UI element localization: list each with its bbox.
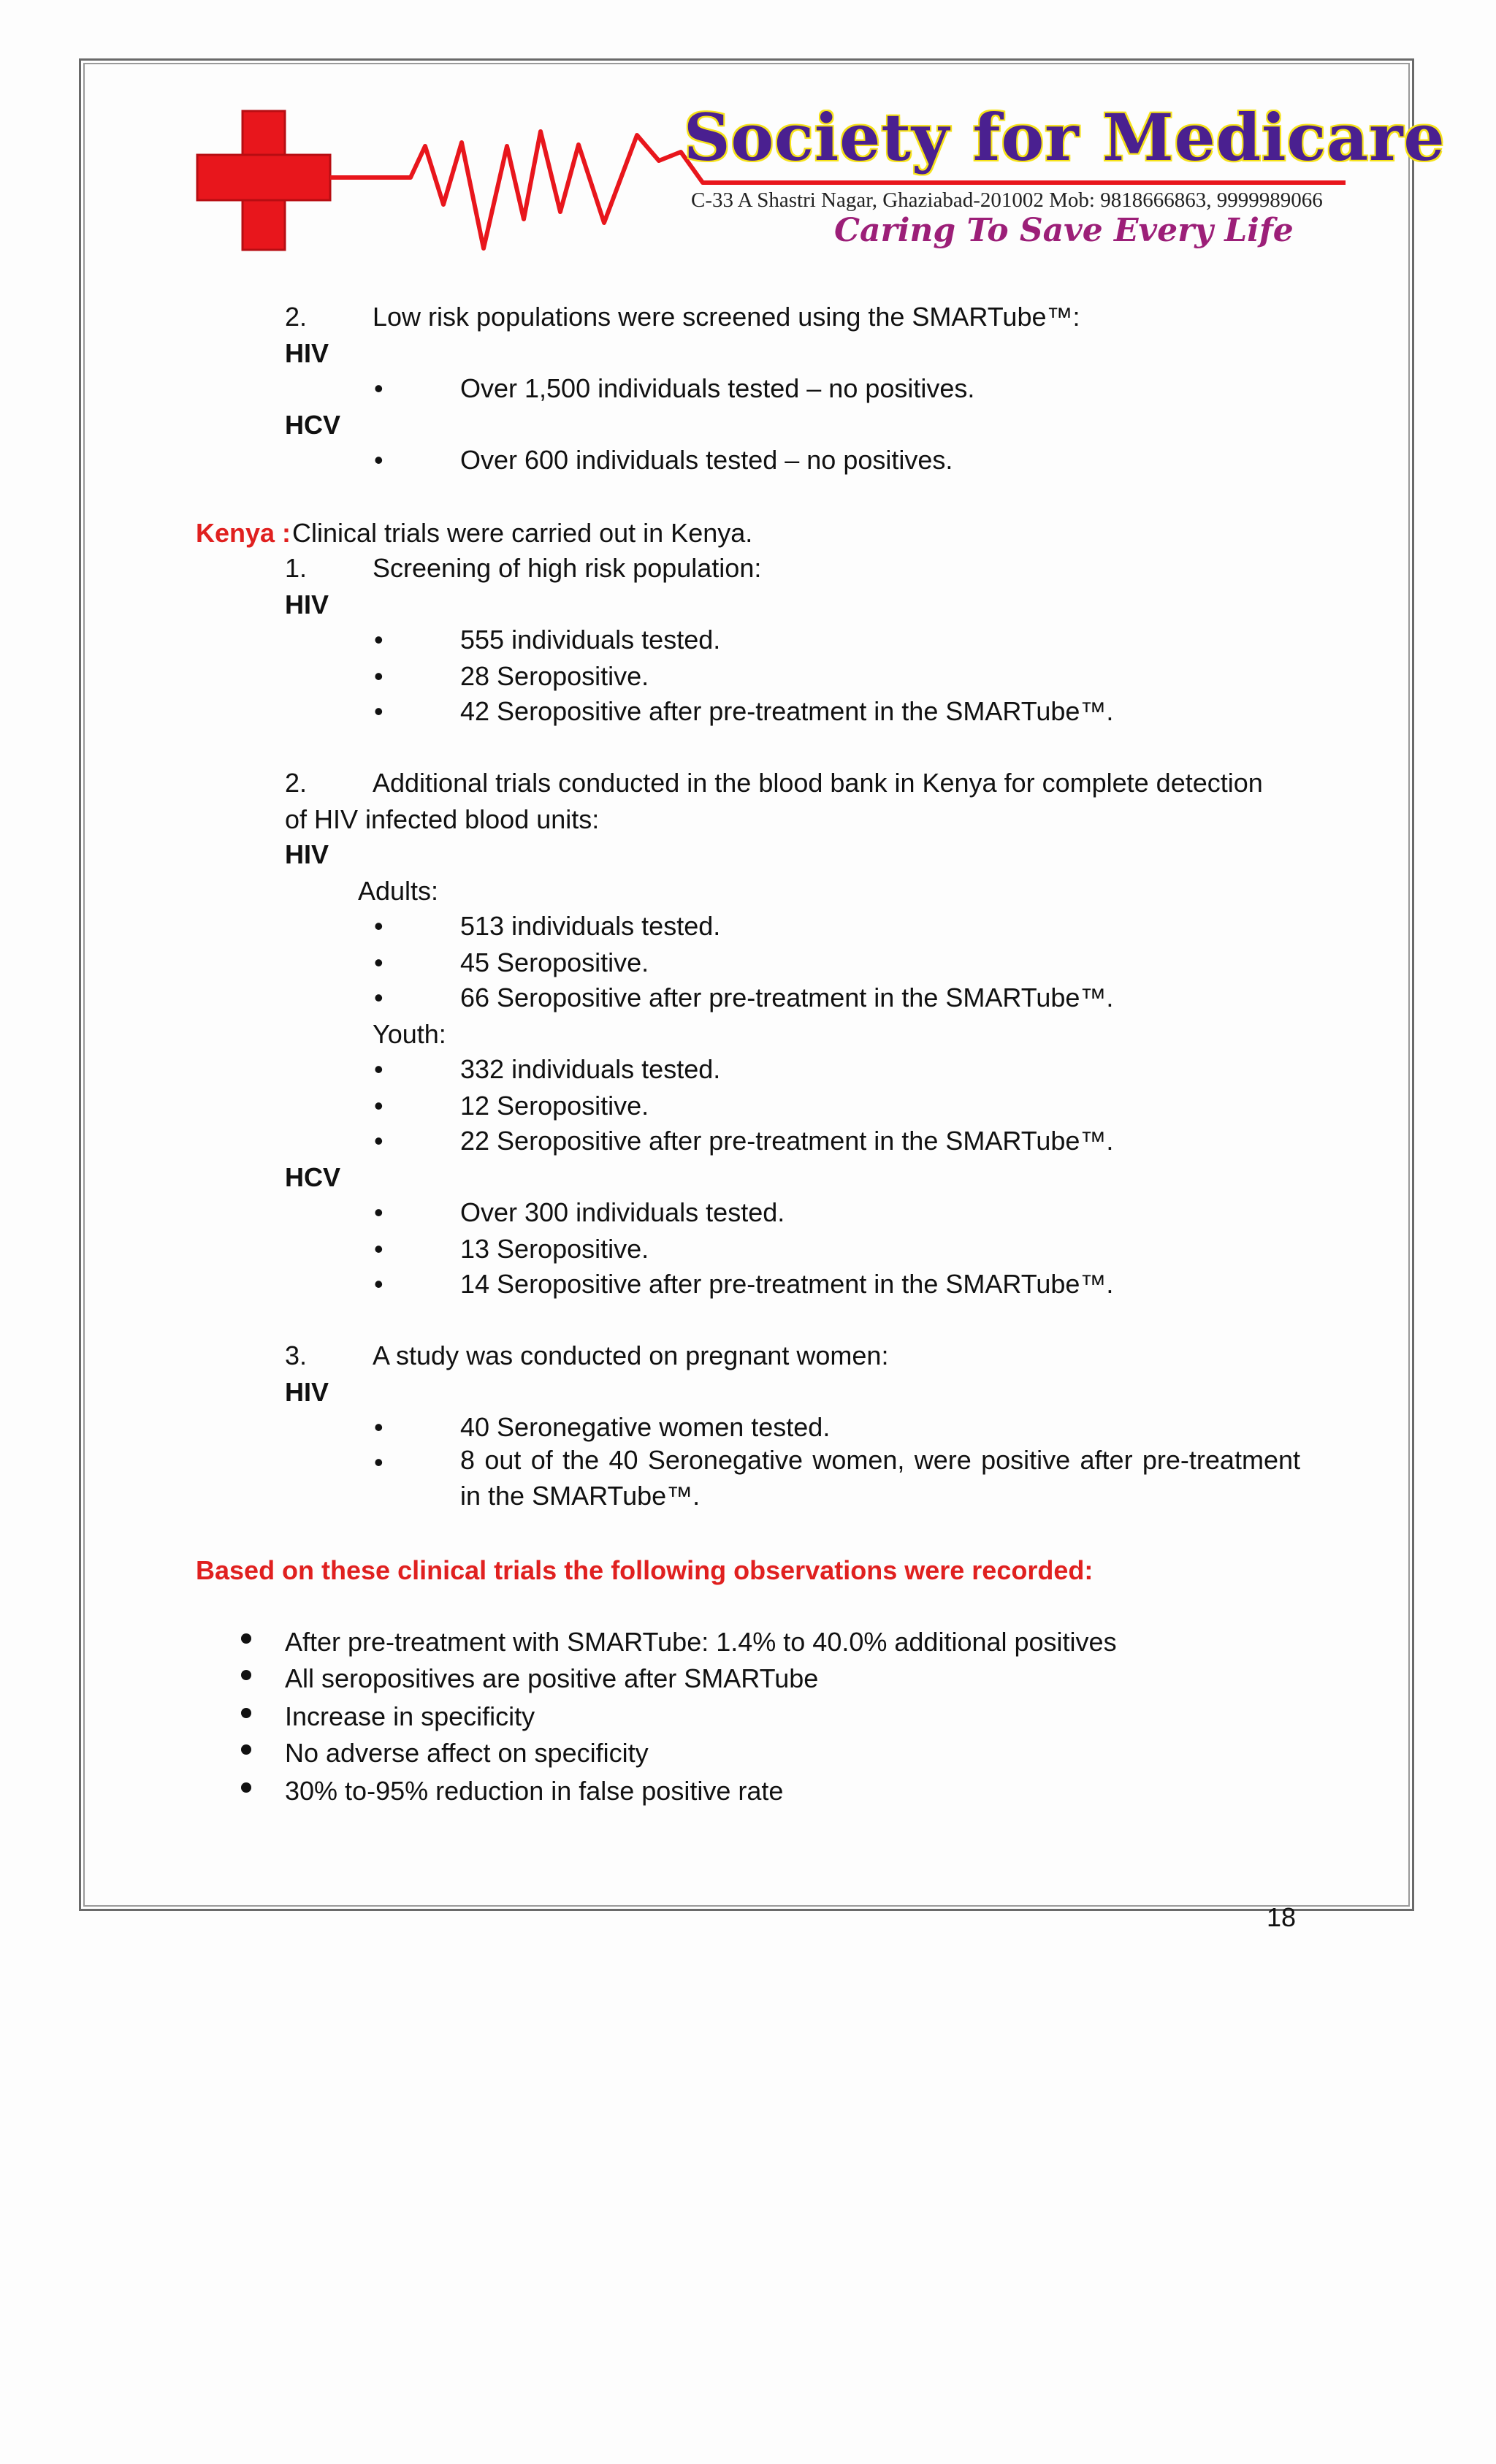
bullet-icon (241, 1633, 251, 1644)
bullet-icon: • (374, 1447, 383, 1477)
list-item: All seropositives are positive after SMARTube (285, 1663, 819, 1693)
list-item: 12 Seropositive. (460, 1091, 649, 1121)
low-risk-text: Low risk populations were screened using the SMARTube™: (373, 302, 1080, 332)
section-text: Additional trials conducted in the blood bank in Kenya for complete detection (373, 768, 1263, 798)
hiv-label: HIV (285, 338, 329, 368)
list-item: 332 individuals tested. (460, 1054, 721, 1084)
bullet-icon: • (374, 1269, 383, 1299)
list-item: 8 out of the 40 Seronegative women, were positive after pre-treatment in the SMARTube™. (460, 1445, 1300, 1511)
bullet-icon: • (374, 445, 383, 475)
section-text-continued: of HIV infected blood units: (285, 804, 600, 834)
bullet-icon (241, 1782, 251, 1793)
list-item: Increase in specificity (285, 1701, 535, 1731)
youth-label: Youth: (373, 1019, 446, 1049)
list-item: Over 1,500 individuals tested – no positives. (460, 373, 975, 403)
section-text: Screening of high risk population: (373, 553, 762, 583)
bullet-icon: • (374, 947, 383, 977)
list-item: 45 Seropositive. (460, 947, 649, 977)
list-item: 513 individuals tested. (460, 911, 721, 941)
hiv-label: HIV (285, 1377, 329, 1407)
list-item: 14 Seropositive after pre-treatment in the SMARTube™. (460, 1269, 1114, 1299)
adults-label: Adults: (358, 876, 439, 906)
bullet-icon: • (374, 696, 383, 726)
red-cross-icon (197, 111, 330, 250)
hcv-label: HCV (285, 410, 341, 440)
letterhead (191, 99, 1446, 263)
bullet-icon (241, 1744, 251, 1755)
list-item: 555 individuals tested. (460, 625, 721, 655)
list-item: 28 Seropositive. (460, 661, 649, 691)
bullet-icon: • (374, 625, 383, 655)
organization-title: Society for Medicare (684, 99, 1446, 175)
organization-address: C-33 A Shastri Nagar, Ghaziabad-201002 Mob: 9818666863, 9999989066 (691, 188, 1323, 212)
bullet-icon: • (374, 1091, 383, 1121)
bullet-icon: • (374, 661, 383, 691)
bullet-icon: • (374, 373, 383, 403)
list-item: After pre-treatment with SMARTube: 1.4% to 40.0% additional positives (285, 1627, 1117, 1657)
list-item: 40 Seronegative women tested. (460, 1412, 831, 1442)
section-text: A study was conducted on pregnant women: (373, 1340, 889, 1370)
list-item: 30% to-95% reduction in false positive rate (285, 1776, 784, 1806)
list-item: Over 600 individuals tested – no positives. (460, 445, 953, 475)
kenya-label: Kenya : (196, 518, 291, 548)
list-number: 2. (285, 302, 308, 332)
bullet-icon: • (374, 1234, 383, 1264)
bullet-icon: • (374, 983, 383, 1012)
bullet-icon: • (374, 911, 383, 941)
list-item: 66 Seropositive after pre-treatment in the SMARTube™. (460, 983, 1114, 1012)
bullet-icon: • (374, 1054, 383, 1084)
hiv-label: HIV (285, 839, 329, 869)
list-item: 22 Seropositive after pre-treatment in the SMARTube™. (460, 1126, 1114, 1156)
list-item: 42 Seropositive after pre-treatment in the SMARTube™. (460, 696, 1114, 726)
bullet-icon: • (374, 1412, 383, 1442)
list-item: No adverse affect on specificity (285, 1738, 649, 1768)
bullet-icon (241, 1708, 251, 1718)
list-number: 1. (285, 553, 308, 583)
bullet-icon (241, 1670, 251, 1680)
hiv-label: HIV (285, 590, 329, 619)
bullet-icon: • (374, 1126, 383, 1156)
observations-heading: Based on these clinical trials the following observations were recorded: (196, 1555, 1094, 1585)
hcv-label: HCV (285, 1162, 341, 1192)
bullet-icon: • (374, 1197, 383, 1227)
page-number: 18 (1267, 1902, 1297, 1932)
list-number: 2. (285, 768, 308, 798)
list-item: 13 Seropositive. (460, 1234, 649, 1264)
kenya-intro: Clinical trials were carried out in Kenya. (292, 518, 753, 548)
list-number: 3. (285, 1340, 308, 1370)
list-item: Over 300 individuals tested. (460, 1197, 785, 1227)
organization-tagline: Caring To Save Every Life (834, 212, 1294, 249)
